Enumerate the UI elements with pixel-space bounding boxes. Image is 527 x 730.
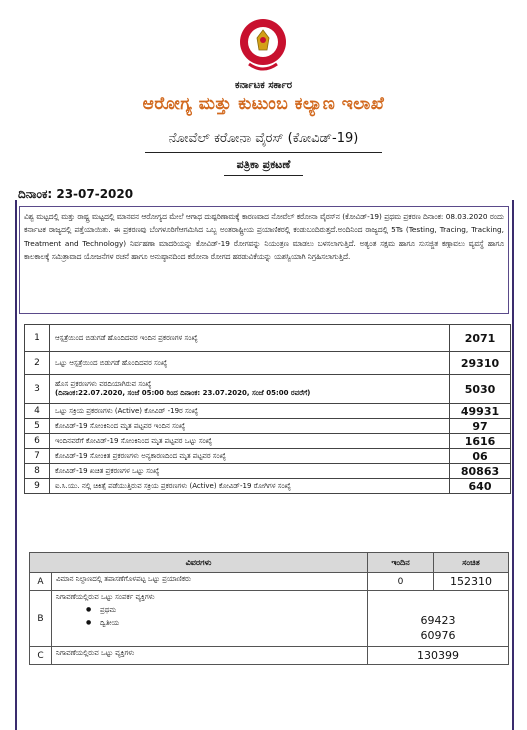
row-value: 29310 (450, 352, 511, 375)
list-item-secondary: ● ದ್ವಿತೀಯ (100, 619, 363, 628)
details-table (29, 552, 509, 665)
table-row (25, 352, 511, 375)
row-today: 0 (368, 573, 434, 591)
table-row (25, 464, 511, 479)
row-label: ಆಸ್ಪತ್ರೆಯಿಂದ ಬಿಡುಗಡೆ ಹೊಂದಿದವರ ಇಂದಿನ ಪ್ರಕರಣಗಳ ಸಂಖ್ಯೆ (50, 325, 450, 352)
table-row (25, 419, 511, 434)
row-value: 5030 (450, 375, 511, 404)
row-number: 7 (25, 449, 50, 464)
row-label: ಐ.ಸಿ.ಯು. ನಲ್ಲಿ ಚಿಕಿತ್ಸೆ ಪಡೆಯುತ್ತಿರುವ ಸಕ್ರಿಯ ಪ್ರಕರಣಗಳು (Active) ಕೋವಿಡ್-19 ರೋಗಿಗಳ ಸಂಖ್ಯೆ (50, 479, 450, 494)
subject-heading: ನೋವೆಲ್ ಕರೋನಾ ವೈರಸ್ (ಕೋವಿಡ್-19) (168, 131, 359, 146)
details-row-a (30, 573, 509, 591)
intro-paragraph: ವಿಶ್ವ ಮಟ್ಟದಲ್ಲಿ ಮತ್ತು ರಾಷ್ಟ್ರ ಮಟ್ಟದಲ್ಲಿ ಮಾನವನ ಆರೋಗ್ಯದ ಮೇಲೆ ಆಗಾಧ ದುಷ್ಪರಿಣಾಮಕ್ಕೆ ಕಾರಣವಾದ ನೋವೆಲ್ ಕರೋನಾ ವೈರಸ್‌ನ (ಕೋವಿಡ್-19) ಪ್ರಥಮ ಪ್ರಕರಣ ದಿನಾಂಕ: 08.03.2020 ರಂದು ಕರ್ನಾಟಕ ರಾಜ್ಯದಲ್ಲಿ ಪತ್ತೆಯಾಯಿತು. ಈ ಪ್ರಕರಣವು ಬೆಂಗಳೂರಿಗೆಆಗಮಿಸಿದ ಒಬ್ಬ ಅಂತರಾಷ್ಟ್ರೀಯ ಪ್ರಯಾಣಿಕರಲ್ಲಿ ಕಂಡುಬಂದಿರುತ್ತದೆ.ಅಂದಿನಿಂದ ರಾಜ್ಯದಲ್ಲಿ 5Ts (Testing, Tracing, Tracking, Treatment and Technology) ನಿರ್ವಹಣಾ ಮಾದರಿಯನ್ನು ಕೋವಿಡ್-19 ರೋಗವನ್ನು ನಿಯಂತ್ರಣ ಮಾಡಲು ಬಳಸಲಾಗುತ್ತಿದೆ. ಅತ್ಯಂತ ಸಕ್ಷಮ ಹಾಗೂ ಸುಸಜ್ಜಿತ ಕಣ್ಗಾವಲು ವ್ಯವಸ್ಥೆ ಹಾಗೂ ಕಾಲಕಾಲಕ್ಕೆ ಸಮಿತ್ರಾವಾದ ಯೋಜನೆಗಳ ರಚನೆ ಹಾಗೂ ಅನುಷ್ಠಾನದಿಂದ ಕರೋನಾ ರೋಗದ ಹರಡುವಿಕೆಯನ್ನು ಯಶಸ್ವಿಯಾಗಿ ನಿಗ್ರಹಿಸಲಾಗುತ್ತಿದೆ. (19, 206, 509, 314)
row-number: 1 (25, 325, 50, 352)
row-label: ಒಟ್ಟು ಆಸ್ಪತ್ರೆಯಿಂದ ಬಿಡುಗಡೆ ಹೊಂದಿದವರ ಸಂಖ್ಯೆ (50, 352, 450, 375)
secondary-total: 60976 (420, 629, 456, 642)
row-label: ನಿಗಾವಣೆಯಲ್ಲಿರುವ ಒಟ್ಟು ಸಂಪರ್ಕ ವ್ಯಕ್ತಿಗಳು (56, 593, 155, 601)
row-code: C (30, 647, 52, 665)
table-row (25, 404, 511, 419)
row-label: ವಿಮಾನ ನಿಲ್ದಾಣದಲ್ಲಿ ತಪಾಸಣೆಗೊಳಪಟ್ಟ ಒಟ್ಟು ಪ್ರಯಾಣಿಕರು (52, 573, 368, 591)
row-number: 3 (25, 375, 50, 404)
details-row-c (30, 647, 509, 665)
row-value: 1616 (450, 434, 511, 449)
row-number: 5 (25, 419, 50, 434)
department-title: ಆರೋಗ್ಯ ಮತ್ತು ಕುಟುಂಬ ಕಲ್ಯಾಣ ಇಲಾಖೆ (142, 94, 385, 114)
row-value: 640 (450, 479, 511, 494)
row-number: 2 (25, 352, 50, 375)
row-number: 8 (25, 464, 50, 479)
header-details: ವಿವರಗಳು (30, 553, 368, 573)
statistics-table (24, 324, 511, 494)
table-row (25, 434, 511, 449)
row-value: 97 (450, 419, 511, 434)
subject-underline (145, 152, 382, 153)
row-label: ಕೋವಿಡ್-19 ಸೋಂಕಿನಿಂದ ಮೃತ ಪಟ್ಟವರ ಇಂದಿನ ಸಂಖ್ಯೆ (50, 419, 450, 434)
details-row-b (30, 591, 509, 647)
details-header-row (30, 553, 509, 573)
row-sublabel: (ದಿನಾಂಕ:22.07.2020, ಸಂಜೆ 05:00 ರಿಂದ ದಿನಾಂಕ: 23.07.2020, ಸಂಜೆ 05:00 ರವರೆಗೆ) (55, 389, 311, 397)
row-value: 49931 (450, 404, 511, 419)
list-item-primary: ● ಪ್ರಥಮ (100, 606, 363, 615)
page-border-left (15, 200, 17, 730)
header-total: ಸಂಚಿತ (434, 553, 509, 573)
row-code: A (30, 573, 52, 591)
row-value: 06 (450, 449, 511, 464)
row-total: 130399 (368, 647, 509, 665)
row-label: ಕೋವಿಡ್-19 ಖಚಿತ ಪ್ರಕರಣಗಳ ಒಟ್ಟು ಸಂಖ್ಯೆ (50, 464, 450, 479)
row-label-cell (50, 375, 450, 404)
table-row (25, 325, 511, 352)
release-date: ದಿನಾಂಕ: 23-07-2020 (18, 187, 134, 201)
row-code: B (30, 591, 52, 647)
row-label: ಒಟ್ಟು ಸಕ್ರಿಯ ಪ್ರಕರಣಗಳು (Active) ಕೋವಿಡ್ -19ರ ಸಂಖ್ಯೆ (50, 404, 450, 419)
row-label: ಕೋವಿಡ್-19 ಸೋಂಕಿತ ಪ್ರಕರಣಗಳು ಅನ್ಯಕಾರಣದಿಂದ ಮೃತ ಪಟ್ಟವರ ಸಂಖ್ಯೆ (50, 449, 450, 464)
row-label: ಹೊಸ ಪ್ರಕರಣಗಳು ವರದಿಯಾಗಿರುವ ಸಂಖ್ಯೆ (55, 380, 152, 388)
row-totals-cell (368, 591, 509, 647)
row-value: 2071 (450, 325, 511, 352)
row-label: ಇಂದಿನವರೆಗೆ ಕೋವಿಡ್-19 ಸೋಂಕಿನಿಂದ ಮೃತ ಪಟ್ಟವರ ಒಟ್ಟು ಸಂಖ್ಯೆ (50, 434, 450, 449)
table-row (25, 479, 511, 494)
row-number: 4 (25, 404, 50, 419)
page-border-right (512, 200, 514, 730)
press-underline (224, 175, 303, 176)
header-today: ಇಂದಿನ (368, 553, 434, 573)
government-emblem-logo (239, 16, 287, 76)
primary-total: 69423 (420, 614, 456, 627)
contact-types-list (56, 606, 363, 628)
row-value: 80863 (450, 464, 511, 479)
row-total: 152310 (434, 573, 509, 591)
row-label: ನಿಗಾವಣೆಯಲ್ಲಿರುವ ಒಟ್ಟು ವ್ಯಕ್ತಿಗಳು (52, 647, 368, 665)
row-number: 9 (25, 479, 50, 494)
table-row (25, 375, 511, 404)
press-release-heading: ಪತ್ರಿಕಾ ಪ್ರಕಟಣೆ (236, 158, 291, 171)
row-number: 6 (25, 434, 50, 449)
row-label-cell (52, 591, 368, 647)
government-name: ಕರ್ನಾಟಕ ಸರ್ಕಾರ (234, 80, 293, 91)
table-row (25, 449, 511, 464)
